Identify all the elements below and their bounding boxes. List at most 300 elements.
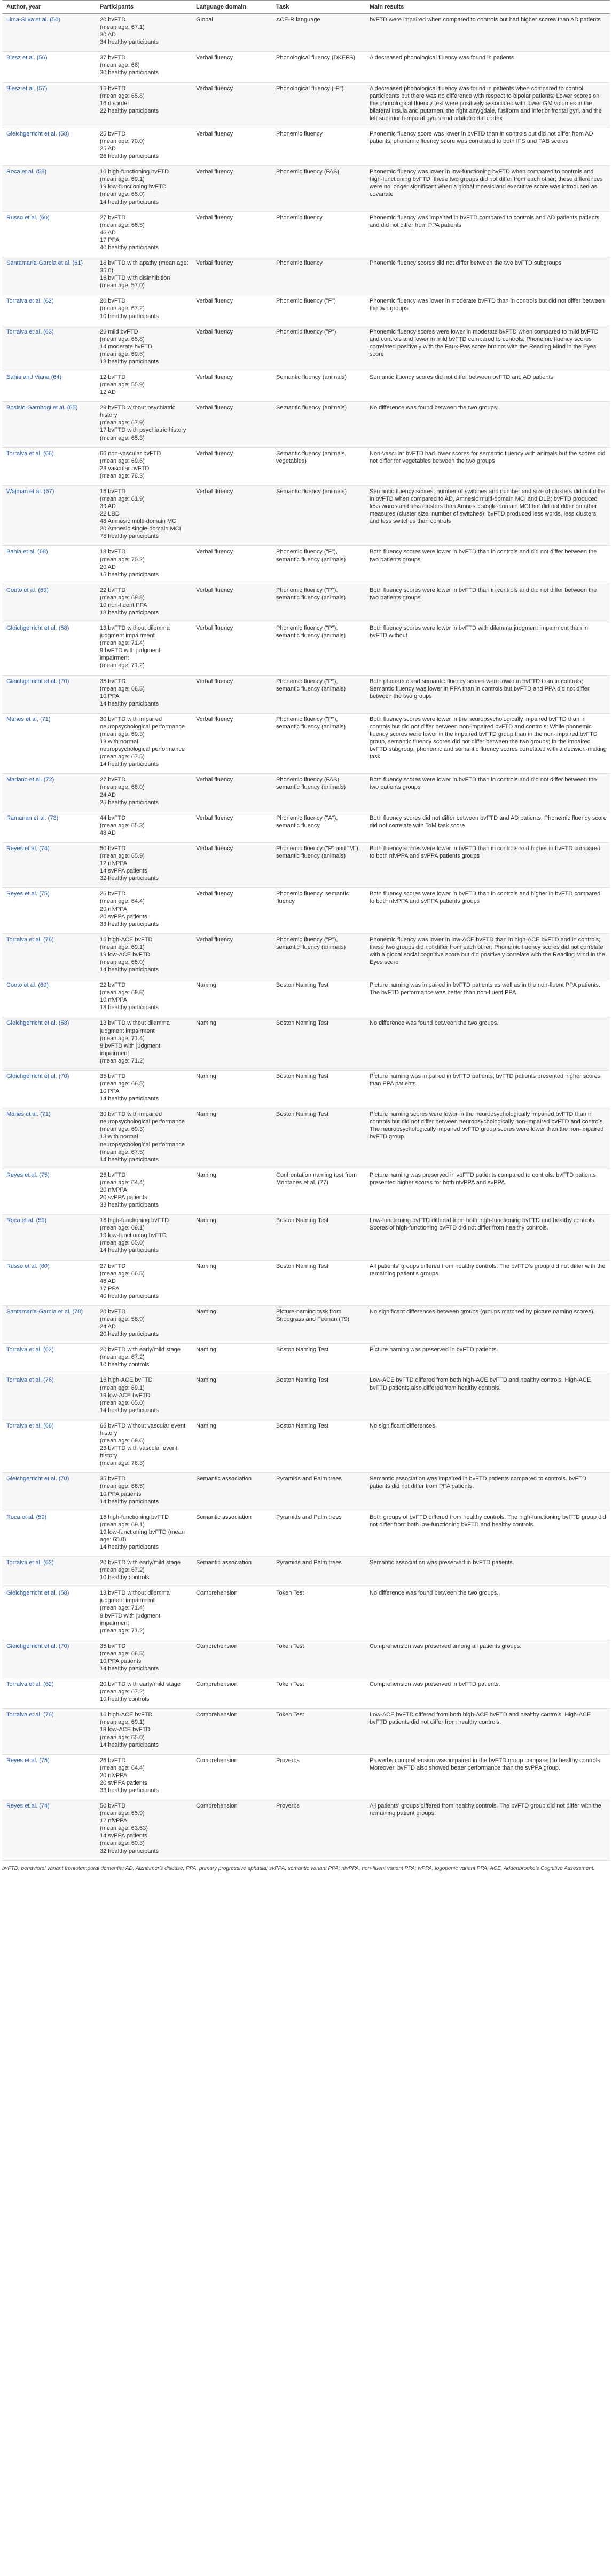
table-row [2, 1420, 610, 1472]
table-row [2, 1754, 610, 1800]
participant-line: 26 bvFTD [100, 1171, 126, 1178]
participant-line: 10 nfvPPA [100, 997, 128, 1004]
language-domain-cell: Verbal fluency [192, 622, 272, 675]
main-results-cell: Phonemic fluency was impaired in bvFTD compared to controls and AD patients patients and did not differ from PPA patients [365, 211, 610, 257]
author-cell[interactable]: Santamaría-García et al. (61) [2, 257, 96, 295]
table-row [2, 485, 610, 546]
author-cell[interactable]: Torralva et al. (76) [2, 1709, 96, 1754]
header-task: Task [272, 1, 365, 14]
task-cell: Phonemic fluency, semantic fluency [272, 888, 365, 933]
main-results-cell: No difference was found between the two groups. [365, 1587, 610, 1640]
main-results-cell: Both fluency scores were lower in bvFTD than in controls and did not differ between the two patients groups [365, 546, 610, 584]
participant-line: 23 vascular bvFTD [100, 465, 150, 472]
participant-line: (mean age: 71.2) [100, 1627, 145, 1634]
participants-cell [96, 1640, 192, 1678]
participant-line: 18 healthy participants [100, 609, 159, 616]
author-cell[interactable]: Bosisio-Gambogi et al. (65) [2, 402, 96, 447]
author-cell[interactable]: Gleichgerricht et al. (70) [2, 1070, 96, 1108]
author-cell[interactable]: Gleichgerricht et al. (58) [2, 622, 96, 675]
participant-line: (mean age: 69.1) [100, 1225, 145, 1232]
header-main-results: Main results [365, 1, 610, 14]
participant-line: 17 bvFTD with psychiatric history [100, 427, 186, 434]
task-cell: Boston Naming Test [272, 1260, 365, 1305]
language-domain-cell: Comprehension [192, 1678, 272, 1709]
author-cell[interactable]: Bahia et al. (68) [2, 546, 96, 584]
participant-line: (mean age: 69.3) [100, 731, 145, 738]
task-cell: Boston Naming Test [272, 979, 365, 1017]
task-cell: Pyramids and Palm trees [272, 1511, 365, 1556]
task-cell: Picture-naming task from Snodgrass and Feenan (79) [272, 1305, 365, 1343]
participant-line: 10 healthy participants [100, 313, 159, 320]
participants-cell [96, 584, 192, 622]
table-row [2, 622, 610, 675]
language-domain-cell: Verbal fluency [192, 447, 272, 485]
main-results-cell: Both phonemic and semantic fluency scores were lower in bvFTD than in controls; Semantic fluency was lower in PPA than in controls but bvFTD and PPA did not differ between the two groups [365, 675, 610, 713]
language-domain-cell: Comprehension [192, 1754, 272, 1800]
language-domain-cell: Comprehension [192, 1640, 272, 1678]
participant-line: (mean age: 66.5) [100, 221, 145, 228]
participant-line: 10 non-fluent PPA [100, 601, 147, 608]
author-cell[interactable]: Gleichgerricht et al. (58) [2, 1017, 96, 1070]
author-cell[interactable]: Reyes et al. (74) [2, 842, 96, 887]
participant-line: 16 disorder [100, 100, 130, 107]
participant-line: 9 bvFTD with judgment impairment [100, 1612, 161, 1627]
participant-line: 14 healthy participants [100, 1407, 159, 1414]
participants-cell [96, 1709, 192, 1754]
task-cell: Semantic fluency (animals, vegetables) [272, 447, 365, 485]
participant-line: (mean age: 58.9) [100, 1316, 145, 1323]
participant-line: 66 non-vascular bvFTD [100, 450, 161, 457]
table-row [2, 1374, 610, 1420]
author-cell[interactable]: Biesz et al. (57) [2, 82, 96, 128]
author-cell[interactable]: Ramanan et al. (73) [2, 812, 96, 842]
task-cell: ACE-R language [272, 14, 365, 52]
table-row [2, 774, 610, 812]
participants-cell [96, 1473, 192, 1511]
task-cell: Boston Naming Test [272, 1070, 365, 1108]
author-cell[interactable]: Russo et al. (60) [2, 211, 96, 257]
participants-cell [96, 52, 192, 82]
participant-line: 20 AD [100, 564, 116, 570]
participants-cell [96, 1169, 192, 1214]
participant-line: (mean age: 69.6) [100, 1438, 145, 1445]
participants-cell [96, 1587, 192, 1640]
participant-line: (mean age: 65.0) [100, 1734, 145, 1741]
participant-line: 26 healthy participants [100, 153, 159, 160]
table-row [2, 584, 610, 622]
participant-line: 20 svPPA patients [100, 1194, 147, 1201]
participant-line: (mean age: 65.9) [100, 1810, 145, 1817]
participant-line: 27 bvFTD [100, 776, 126, 783]
table-row [2, 257, 610, 295]
participant-line: 34 healthy participants [100, 39, 159, 46]
participant-line: 30 AD [100, 31, 116, 38]
participant-line: (mean age: 67.2) [100, 1689, 145, 1695]
participant-line: 13 bvFTD without dilemma judgment impairment [100, 625, 170, 639]
participant-line: 19 low-functioning bvFTD (mean age: 65.0) [100, 1528, 185, 1543]
author-cell[interactable]: Russo et al. (60) [2, 1260, 96, 1305]
main-results-cell: Picture naming was preserved in bvFTD patients. [365, 1344, 610, 1374]
task-cell: Boston Naming Test [272, 1108, 365, 1169]
author-cell[interactable]: Torralva et al. (62) [2, 1557, 96, 1587]
task-cell: Phonological fluency (DKEFS) [272, 52, 365, 82]
participant-line: (mean age: 69.3) [100, 1126, 145, 1133]
participants-cell [96, 1420, 192, 1472]
participant-line: (mean age: 68.5) [100, 1650, 145, 1657]
participant-line: 14 healthy participants [100, 966, 159, 973]
language-domain-cell: Naming [192, 1169, 272, 1214]
author-cell[interactable]: Lima-Silva et al. (56) [2, 14, 96, 52]
author-cell[interactable]: Couto et al. (69) [2, 584, 96, 622]
participant-line: 50 bvFTD [100, 1803, 126, 1810]
language-domain-cell: Verbal fluency [192, 713, 272, 774]
main-results-cell: Low-ACE bvFTD differed from both high-ACE bvFTD and healthy controls. High-ACE bvFTD patients did not differ from healthy controls. [365, 1709, 610, 1754]
language-domain-cell: Comprehension [192, 1587, 272, 1640]
participant-line: 24 AD [100, 791, 116, 798]
participant-line: (mean age: 68.0) [100, 784, 145, 791]
language-domain-cell: Verbal fluency [192, 257, 272, 295]
language-domain-cell: Verbal fluency [192, 371, 272, 401]
author-cell[interactable]: Gleichgerricht et al. (58) [2, 1587, 96, 1640]
participants-cell [96, 1374, 192, 1420]
participant-line: 32 healthy participants [100, 875, 159, 882]
table-row [2, 1800, 610, 1861]
task-cell: Phonemic fluency ("P") [272, 326, 365, 371]
main-results-cell: Both fluency scores were lower in bvFTD than in controls and did not differ between the two patients groups [365, 584, 610, 622]
participant-line: (mean age: 66) [100, 62, 140, 69]
participant-line: 14 svPPA patients [100, 1833, 147, 1840]
author-cell[interactable]: Gleichgerricht et al. (70) [2, 675, 96, 713]
participant-line: (mean age: 65.8) [100, 92, 145, 99]
participant-line: 20 bvFTD with early/mild stage [100, 1681, 181, 1688]
author-cell[interactable]: Reyes et al. (75) [2, 1754, 96, 1800]
participant-line: 16 bvFTD with disinhibition [100, 275, 170, 282]
participant-line: 16 bvFTD [100, 488, 126, 495]
main-results-cell: Low-functioning bvFTD differed from both high-functioning bvFTD and healthy controls. Scores of high-functioning bvFTD did not differ from healthy controls. [365, 1215, 610, 1260]
participants-cell [96, 82, 192, 128]
participant-line: (mean age: 63.63) [100, 1825, 148, 1832]
participant-line: 22 LBD [100, 511, 120, 518]
table-row [2, 128, 610, 165]
participant-line: 13 with normal neuropsychological performance [100, 739, 185, 753]
author-cell[interactable]: Torralva et al. (66) [2, 447, 96, 485]
participant-line: (mean age: 67.5) [100, 754, 145, 760]
participant-line: 20 bvFTD with early/mild stage [100, 1559, 181, 1566]
participants-cell [96, 1511, 192, 1556]
participant-line: (mean age: 68.5) [100, 1080, 145, 1087]
header-language-domain: Language domain [192, 1, 272, 14]
language-domain-cell: Global [192, 14, 272, 52]
participant-line: 19 low-functioning bvFTD [100, 184, 167, 191]
author-cell[interactable]: Bahia and Viana (64) [2, 371, 96, 401]
participant-line: 15 healthy participants [100, 571, 159, 578]
author-cell[interactable]: Torralva et al. (62) [2, 1678, 96, 1709]
participant-line: 27 bvFTD [100, 214, 126, 221]
participants-cell [96, 447, 192, 485]
author-cell[interactable]: Biesz et al. (56) [2, 52, 96, 82]
participant-line: (mean age: 65.3) [100, 822, 145, 829]
participants-cell [96, 1344, 192, 1374]
task-cell: Phonemic fluency (FAS), semantic fluency (animals) [272, 774, 365, 812]
task-cell: Token Test [272, 1709, 365, 1754]
participants-cell [96, 842, 192, 887]
participants-cell [96, 1305, 192, 1343]
participant-line: 10 healthy controls [100, 1361, 150, 1368]
participant-line: 19 low-ACE bvFTD [100, 1392, 151, 1399]
participant-line: 14 healthy participants [100, 700, 159, 707]
main-results-cell: Phonemic fluency was lower in low-functioning bvFTD when compared to controls and high-functioning bvFTD; these two groups did not differ from each other; these differences were no longer significant when a global mnesic and executive score was introduced as covariate [365, 166, 610, 211]
author-cell[interactable]: Roca et al. (59) [2, 1511, 96, 1556]
table-row [2, 295, 610, 326]
main-results-cell: Semantic fluency scores did not differ between bvFTD and AD patients [365, 371, 610, 401]
participant-line: (mean age: 69.1) [100, 1719, 145, 1726]
language-domain-cell: Verbal fluency [192, 812, 272, 842]
author-cell[interactable]: Torralva et al. (76) [2, 933, 96, 979]
main-results-cell: Phonemic fluency scores did not differ between the two bvFTD subgroups [365, 257, 610, 295]
participant-line: (mean age: 65.0) [100, 1240, 145, 1247]
participants-cell [96, 1070, 192, 1108]
participant-line: 33 healthy participants [100, 921, 159, 928]
participant-line: 14 healthy participants [100, 1665, 159, 1672]
task-cell: Confrontation naming test from Montanes et al. (77) [272, 1169, 365, 1214]
table-row [2, 402, 610, 447]
main-results-cell: Both fluency scores were lower in bvFTD with dilemma judgment impairment than in bvFTD without [365, 622, 610, 675]
task-cell: Phonemic fluency [272, 257, 365, 295]
participants-cell [96, 774, 192, 812]
table-row [2, 675, 610, 713]
table-row [2, 1169, 610, 1214]
main-results-cell: Low-ACE bvFTD differed from both high-ACE bvFTD and healthy controls. High-ACE bvFTD patients also differed from healthy controls. [365, 1374, 610, 1420]
participant-line: 13 with normal neuropsychological performance [100, 1134, 185, 1148]
participant-line: 25 bvFTD [100, 130, 126, 137]
participant-line: 20 svPPA patients [100, 913, 147, 920]
author-cell[interactable]: Torralva et al. (66) [2, 1420, 96, 1472]
author-cell[interactable]: Reyes et al. (75) [2, 888, 96, 933]
participant-line: 66 bvFTD without vascular event history [100, 1422, 186, 1437]
main-results-cell: Both fluency scores were lower in bvFTD than in controls and did not differ between the two patients groups [365, 774, 610, 812]
main-results-cell: Phonemic fluency was lower in low-ACE bvFTD than in high-ACE bvFTD and in controls; these two groups did not differ from each other; Phonemic fluency scores did not correlate with a global social cognitive score but did positively correlate with the Reading Mind in the Eyes score [365, 933, 610, 979]
author-cell[interactable]: Torralva et al. (76) [2, 1374, 96, 1420]
participants-cell [96, 295, 192, 326]
participant-line: 26 bvFTD [100, 1757, 126, 1764]
author-cell[interactable]: Reyes et al. (74) [2, 1800, 96, 1861]
author-cell[interactable]: Gleichgerricht et al. (58) [2, 128, 96, 165]
main-results-cell: Picture naming was impaired in bvFTD patients; bvFTD patients presented higher scores than PPA patients. [365, 1070, 610, 1108]
language-domain-cell: Naming [192, 1215, 272, 1260]
main-results-cell: Phonemic fluency scores were lower in moderate bvFTD when compared to mild bvFTD and controls and lower in mild bvFTD compared to controls; Phonemic fluency scores correlated positively with the Faux-Pas score but not with the Reading Mind in the Eyes score [365, 326, 610, 371]
participant-line: 16 high-functioning bvFTD [100, 169, 169, 176]
participant-line: 14 healthy participants [100, 1498, 159, 1505]
author-cell[interactable]: Santamaría-García et al. (78) [2, 1305, 96, 1343]
participant-line: 24 AD [100, 1323, 116, 1330]
author-cell[interactable]: Couto et al. (69) [2, 979, 96, 1017]
author-cell[interactable]: Torralva et al. (62) [2, 295, 96, 326]
task-cell: Semantic fluency (animals) [272, 485, 365, 546]
table-row [2, 1678, 610, 1709]
main-results-cell: Both fluency scores were lower in the neuropsychologically impaired bvFTD than in controls but did not differ between non-impaired bvFTD and controls; While phonemic fluency scores were lower in the impaired bvFTD group than in the non-impaired bvFTD group, semantic fluency scores did not differ between the two groups; In the impaired bvFTD subgroup, phonemic and semantic fluency scores correlated with a decision-making task [365, 713, 610, 774]
language-domain-cell: Verbal fluency [192, 485, 272, 546]
participant-line: 18 bvFTD [100, 549, 126, 556]
main-results-cell: All patients' groups differed from healthy controls. The bvFTD's group did not differ with the remaining patient's groups. [365, 1260, 610, 1305]
participants-cell [96, 128, 192, 165]
task-cell: Proverbs [272, 1800, 365, 1861]
header-author: Author, year [2, 1, 96, 14]
participant-line: 12 bvFTD [100, 374, 126, 381]
participant-line: (mean age: 71.4) [100, 1605, 145, 1612]
participant-line: 19 low-functioning bvFTD [100, 1232, 167, 1239]
participant-line: 16 high-functioning bvFTD [100, 1217, 169, 1224]
author-cell[interactable]: Torralva et al. (63) [2, 326, 96, 371]
participant-line: 35 bvFTD [100, 678, 126, 685]
table-row [2, 1017, 610, 1070]
participant-line: 17 PPA [100, 1285, 120, 1292]
participant-line: 14 healthy participants [100, 1247, 159, 1254]
participant-line: (mean age: 69.8) [100, 594, 145, 601]
participants-cell [96, 1260, 192, 1305]
main-results-cell: Both fluency scores were lower in bvFTD than in controls and higher in bvFTD compared to both nfvPPA and svPPA patients groups [365, 888, 610, 933]
participant-line: 37 bvFTD [100, 54, 126, 61]
participant-line: (mean age: 64.4) [100, 1764, 145, 1771]
language-domain-cell: Verbal fluency [192, 546, 272, 584]
table-row [2, 52, 610, 82]
language-domain-cell: Verbal fluency [192, 842, 272, 887]
table-row [2, 1070, 610, 1108]
language-domain-cell: Naming [192, 1260, 272, 1305]
participants-cell [96, 888, 192, 933]
participant-line: (mean age: 55.9) [100, 382, 145, 389]
task-cell: Phonemic fluency ("F"), semantic fluency (animals) [272, 546, 365, 584]
header-participants: Participants [96, 1, 192, 14]
main-results-cell: Proverbs comprehension was impaired in the bvFTD group compared to healthy controls. Moreover, bvFTD also showed better performance than the svPPA group. [365, 1754, 610, 1800]
participant-line: 22 bvFTD [100, 586, 126, 593]
participant-line: 33 healthy participants [100, 1202, 159, 1209]
task-cell: Proverbs [272, 1754, 365, 1800]
participant-line: (mean age: 69.1) [100, 944, 145, 950]
participant-line: 10 PPA [100, 1088, 120, 1095]
participants-cell [96, 622, 192, 675]
task-cell: Phonemic fluency [272, 211, 365, 257]
main-results-cell: A decreased phonological fluency was found in patients [365, 52, 610, 82]
table-row [2, 933, 610, 979]
participants-cell [96, 326, 192, 371]
participant-line: 16 bvFTD with apathy (mean age: 35.0) [100, 260, 189, 274]
task-cell: Boston Naming Test [272, 1344, 365, 1374]
participant-line: 18 healthy participants [100, 358, 159, 365]
participant-line: 20 nfvPPA [100, 1186, 128, 1193]
language-domain-cell: Verbal fluency [192, 326, 272, 371]
participants-cell [96, 485, 192, 546]
participant-line: (mean age: 61.9) [100, 495, 145, 502]
author-cell[interactable]: Roca et al. (59) [2, 1215, 96, 1260]
participant-line: 16 high-ACE bvFTD [100, 936, 153, 943]
author-cell[interactable]: Roca et al. (59) [2, 166, 96, 211]
participant-line: 22 healthy participants [100, 107, 159, 114]
participants-cell [96, 675, 192, 713]
main-results-cell: Phonemic fluency was lower in moderate bvFTD than in controls but did not differ between the two groups [365, 295, 610, 326]
participant-line: (mean age: 69.6) [100, 457, 145, 464]
language-domain-cell: Verbal fluency [192, 675, 272, 713]
task-cell: Phonological fluency ("P") [272, 82, 365, 128]
language-domain-cell: Naming [192, 1420, 272, 1472]
participant-line: 16 high-ACE bvFTD [100, 1711, 153, 1718]
main-results-cell: Both fluency scores were lower in bvFTD than in controls and higher in bvFTD compared to both nfvPPA and svPPA patients groups [365, 842, 610, 887]
participant-line: 32 healthy participants [100, 1848, 159, 1854]
participant-line: 14 healthy participants [100, 1096, 159, 1103]
participant-line: 10 PPA patients [100, 1491, 142, 1497]
author-cell[interactable]: Gleichgerricht et al. (70) [2, 1473, 96, 1511]
main-results-cell: Phonemic fluency score was lower in bvFTD than in controls but did not differ from AD patients; phonemic fluency score was correlated to both IFS and FAB scores [365, 128, 610, 165]
author-cell[interactable]: Mariano et al. (72) [2, 774, 96, 812]
table-row [2, 1709, 610, 1754]
table-row [2, 14, 610, 52]
participant-line: 20 Amnesic single-domain MCI [100, 526, 181, 533]
participant-line: 33 healthy participants [100, 1787, 159, 1794]
author-cell[interactable]: Gleichgerricht et al. (70) [2, 1640, 96, 1678]
author-cell[interactable]: Manes et al. (71) [2, 1108, 96, 1169]
participant-line: 35 bvFTD [100, 1643, 126, 1650]
language-domain-cell: Verbal fluency [192, 295, 272, 326]
task-cell: Boston Naming Test [272, 1017, 365, 1070]
task-cell: Boston Naming Test [272, 1215, 365, 1260]
participant-line: (mean age: 69.6) [100, 351, 145, 358]
main-results-cell: Both groups of bvFTD differed from healthy controls. The high-functioning bvFTD group did not differ from both low-functioning bvFTD and healthy controls. [365, 1511, 610, 1556]
main-results-cell: Non-vascular bvFTD had lower scores for semantic fluency with animals but the scores did not differ for vegetables between the two groups [365, 447, 610, 485]
participant-line: 20 nfvPPA [100, 1772, 128, 1779]
main-results-cell: No difference was found between the two groups. [365, 1017, 610, 1070]
main-results-cell: Semantic association was preserved in bvFTD patients. [365, 1557, 610, 1587]
participant-line: 10 healthy controls [100, 1696, 150, 1703]
language-domain-cell: Semantic association [192, 1511, 272, 1556]
participant-line: (mean age: 69.1) [100, 176, 145, 183]
table-row [2, 1260, 610, 1305]
participant-line: (mean age: 64.4) [100, 898, 145, 905]
author-cell[interactable]: Manes et al. (71) [2, 713, 96, 774]
participants-cell [96, 1800, 192, 1861]
main-results-cell: No significant differences. [365, 1420, 610, 1472]
participant-line: 14 healthy participants [100, 1543, 159, 1550]
participant-line: 46 AD [100, 1278, 116, 1285]
table-row [2, 979, 610, 1017]
table-row [2, 1215, 610, 1260]
participant-line: 14 healthy participants [100, 761, 159, 768]
author-cell[interactable]: Wajman et al. (67) [2, 485, 96, 546]
task-cell: Token Test [272, 1640, 365, 1678]
task-cell: Phonemic fluency [272, 128, 365, 165]
author-cell[interactable]: Torralva et al. (62) [2, 1344, 96, 1374]
participant-line: (mean age: 67.9) [100, 419, 145, 426]
language-domain-cell: Verbal fluency [192, 933, 272, 979]
participant-line: 20 bvFTD [100, 1308, 126, 1315]
table-row [2, 1511, 610, 1556]
participant-line: (mean age: 67.1) [100, 24, 145, 31]
task-cell: Pyramids and Palm trees [272, 1473, 365, 1511]
participant-line: 22 bvFTD [100, 982, 126, 989]
participant-line: 29 bvFTD without psychiatric history [100, 405, 176, 419]
table-row [2, 447, 610, 485]
author-cell[interactable]: Reyes et al. (75) [2, 1169, 96, 1214]
participant-line: (mean age: 71.4) [100, 1035, 145, 1042]
participants-cell [96, 812, 192, 842]
participant-line: 17 PPA [100, 236, 120, 243]
main-results-cell: Picture naming was impaired in bvFTD patients as well as in the non-fluent PPA patients. The bvFTD performance was better than non-fluent PPA. [365, 979, 610, 1017]
main-results-cell: All patients' groups differed from healthy controls. The bvFTD group did not differ with the remaining patient groups. [365, 1800, 610, 1861]
task-cell: Pyramids and Palm trees [272, 1557, 365, 1587]
language-domain-cell: Verbal fluency [192, 888, 272, 933]
participant-line: 20 bvFTD [100, 17, 126, 23]
participant-line: 20 bvFTD [100, 298, 126, 305]
language-domain-cell: Naming [192, 1344, 272, 1374]
participants-cell [96, 1678, 192, 1709]
